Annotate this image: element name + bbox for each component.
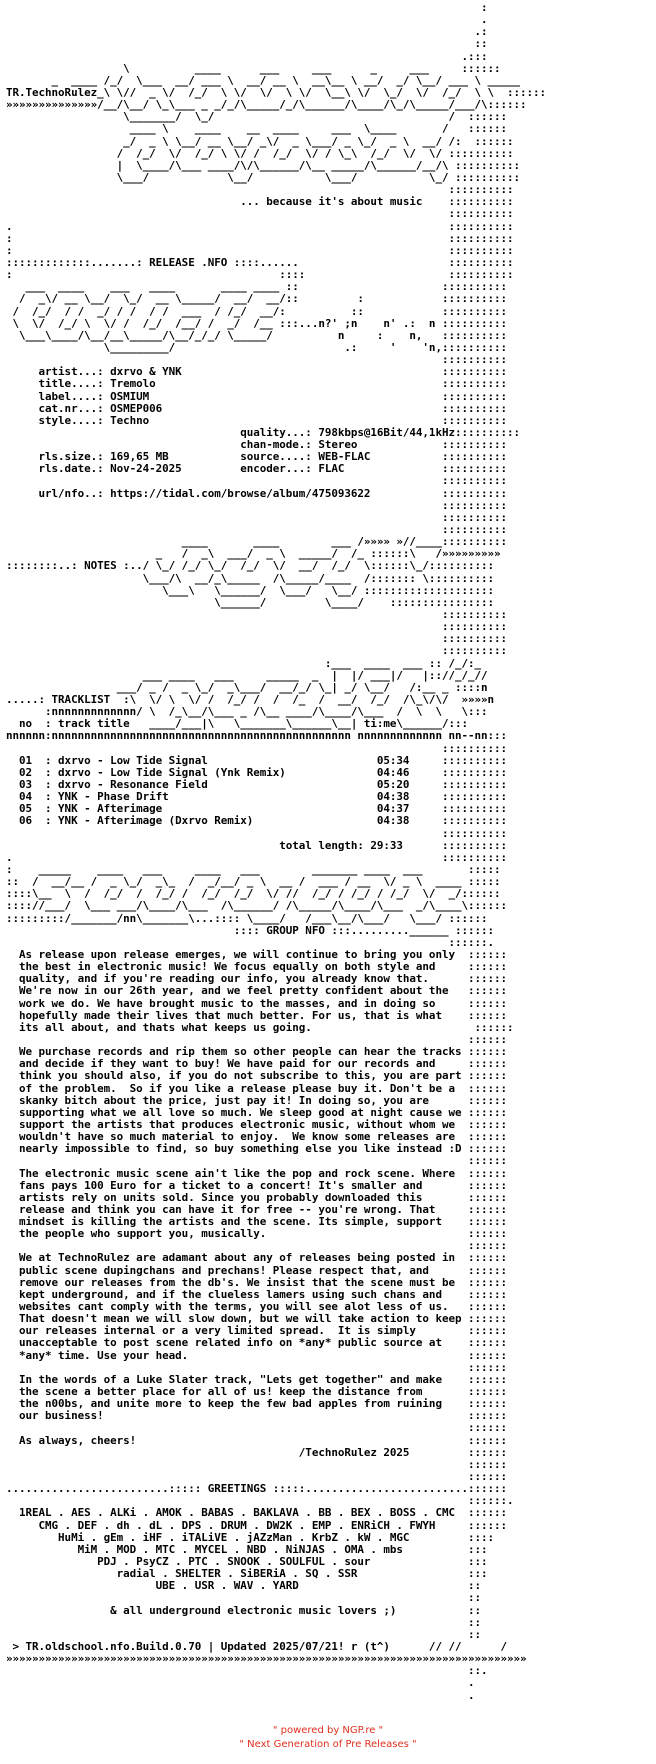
nfo-line: label....: OSMIUM :::::::::: (6, 389, 508, 403)
nfo-line: :::::: (6, 1032, 508, 1046)
nfo-line: release and think you can have it for free -- you're wrong. That :::::: (6, 1202, 508, 1216)
nfo-line: \_______/ \_/ / :::::: (6, 110, 508, 124)
nfo-line: _ ____ /_/ \___ __/ ___ \ __/ __ \ __\__ \ __/ _/ \__/ ___ \ _____ (6, 73, 521, 87)
nfo-line: :: (6, 1627, 481, 1641)
nfo-line: :::::::::: (6, 644, 508, 658)
nfo-line: TR.TechnoRulez_\ \// _ \/ /_/ \ \/ \/ \ \/ \__\ \/ \_/ \/ /_/ \ \ :::::: (6, 85, 547, 99)
nfo-line: :::::::::: (6, 498, 508, 512)
nfo-line: :::::::::: (6, 608, 508, 622)
nfo-line: > TR.oldschool.nfo.Build.0.70 | Updated 2025/07/21! r (t^) // // / (6, 1639, 508, 1653)
nfo-line: think you should also, if you do not subscribe to this, you are part :::::: (6, 1069, 508, 1083)
nfo-line: ::::::. (6, 935, 495, 949)
nfo-line: \___/ \__/ \___/ \_/ :::::::::: (6, 170, 521, 184)
nfo-line: :: (6, 1615, 481, 1629)
nfo-line: unacceptable to post scene related info on *any* public source at :::::: (6, 1336, 508, 1350)
nfo-line: .........................::::: GREETINGS :::::.........................:::::: (6, 1482, 508, 1496)
nfo-line: ... because it's about music :::::::::: (6, 195, 514, 209)
nfo-line: 05 : YNK - Afterimage 04:37 :::::::::: (6, 802, 508, 816)
nfo-line: wouldn't have so much material to enjoy. We know some releases are :::::: (6, 1130, 508, 1144)
nfo-line: quality...: 798kbps@16Bit/44,1kHz:::::::::: (6, 425, 521, 439)
nfo-line: / /_/ \/ /_/ \ \/ / /_/ \/ / \_\ /_/ \/ \/ :::::::::: (6, 146, 514, 160)
nfo-line: ::::::::..: NOTES :../ \_/ /_/ \_/ /_/ \/ __/ /_/ \::::::\_/:::::::::: (6, 559, 495, 573)
nfo-line: work we do. We have brought music to the masses, and in doing so :::::: (6, 996, 508, 1010)
nfo-line: rls.date.: Nov-24-2025 encoder...: FLAC :::::::::: (6, 462, 508, 476)
nfo-line: rls.size.: 169,65 MB source....: WEB-FLAC :::::::::: (6, 450, 508, 464)
nfo-line: ___ ____ ___ ____ ____ ____ :: :::::::::: (6, 280, 508, 294)
nfo-line: supporting what we all love so much. We sleep good at night cause we :::::: (6, 1105, 508, 1119)
nfo-line: \ ____ ___ ___ _ ___ :::::: (6, 61, 501, 75)
nfo-line: websites cant comply with the terms, you will see alot less of us. :::::: (6, 1300, 508, 1314)
nfo-line: :::::::::: (6, 523, 508, 537)
nfo-line: \___/\ __/_\_____ /\_____/____ /::::::: \:::::::::: (6, 571, 495, 585)
nfo-line: 02 : dxrvo - Low Tide Signal (Ynk Remix) 04:46 :::::::::: (6, 765, 508, 779)
nfo-line: fans pays 100 Euro for a ticket to a concert! It's smaller and :::::: (6, 1178, 508, 1192)
nfo-line: total length: 29:33 :::::::::: (6, 838, 508, 852)
nfo-line: ::::::. (6, 1494, 514, 1508)
nfo-line: :::::::::/_______/nn\_______\...:::: \____/ /___\__/\___/ \___/ :::::: (6, 911, 488, 925)
nfo-line: ____ ____ ___ /»»»» »//____:::::::::: (6, 535, 508, 549)
nfo-line: We're now in our 26th year, and we feel pretty confident about the :::::: (6, 984, 508, 998)
nfo-line: The electronic music scene ain't like the pop and rock scene. Where :::::: (6, 1166, 508, 1180)
nfo-line: :::::::::::::.......: RELEASE .NFO ::::...... :::::::::: (6, 255, 514, 269)
nfo-line: We purchase records and rip them so other people can hear the tracks :::::: (6, 1045, 508, 1059)
nfo-line: quality, and if you're reading our info, you already know that. :::::: (6, 972, 508, 986)
nfo-line: :::::::::: (6, 826, 508, 840)
nfo-line: :::::::::: (6, 474, 508, 488)
nfo-line: :::::::::: (6, 353, 508, 367)
nfo-line: UBE . USR . WAV . YARD :: (6, 1579, 481, 1593)
nfo-line: . (6, 1676, 475, 1690)
nfo-line: :: (6, 37, 488, 51)
nfo-line: :::::: (6, 1239, 508, 1253)
nfo-line: the people who support you, musically. :::::: (6, 1227, 508, 1241)
nfo-line: : :::::::::: (6, 231, 514, 245)
nfo-line: In the words of a Luke Slater track, "Lets get together" and make :::::: (6, 1372, 508, 1386)
nfo-line: hopefully made their lives that much better. For us, that is what :::::: (6, 1008, 508, 1022)
nfo-line: :::::: (6, 1457, 508, 1471)
nfo-line: »»»»»»»»»»»»»»/__/\__/ \_\___ _ _/_/\_____/_/\______/\____/\_/\_____/___/\:::::: (6, 98, 527, 112)
nfo-line: \______/ \____/ :::::::::::::::: (6, 595, 495, 609)
nfo-line: kept underground, and if the clueless lamers using such chans and :::::: (6, 1287, 508, 1301)
nfo-line: :::::::::: (6, 741, 508, 755)
nfo-line: »»»»»»»»»»»»»»»»»»»»»»»»»»»»»»»»»»»»»»»»»»»»»»»»»»»»»»»»»»»»»»»»»»»»»»»»»»»»»»»» (6, 1652, 527, 1666)
nfo-line: 04 : YNK - Phase Drift 04:38 :::::::::: (6, 790, 508, 804)
footer-tagline: " Next Generation of Pre Releases " (239, 1739, 417, 1750)
nfo-line: ____ \ ____ __ ____ ___ \____ / :::::: (6, 122, 508, 136)
nfo-line: :::::: (6, 1470, 508, 1484)
nfo-line: :: (6, 1591, 481, 1605)
nfo-line: HuMi . gEm . iHF . iTALiVE . jAZzMan . KrbZ . kW . MGC :::: (6, 1530, 495, 1544)
nfo-line: ::::\__ \ / /_/ / /_/ / /_/ /_/ \/ // /_/ / /_/ / /_/ \/ _/:::::: (6, 887, 501, 901)
nfo-line: 1REAL . AES . ALKi . AMOK . BABAS . BAKLAVA . BB . BEX . BOSS . CMC :::::: (6, 1506, 508, 1520)
nfo-line: . (6, 13, 488, 27)
nfo-line: mindset is killing the artists and the scene. Its simple, support :::::: (6, 1215, 508, 1229)
nfo-line: . (6, 1688, 475, 1702)
nfo-line: :___ ____ ___ :: /_/:_ (6, 656, 481, 670)
nfo-line: | \____/\___ ____/\/\______/\__ _____/\______/__/\ :::::::::: (6, 158, 521, 172)
nfo-line: / _\/ __ \__/ \_/ __ \_____/ __/ __/:: : :::::::::: (6, 292, 508, 306)
nfo-line: public scene dupingchans and prechans! Please respect that, and :::::: (6, 1263, 508, 1277)
nfo-line: _ / _\ ___/ _ \ _____/ /_ ::::::\ /»»»»»»»»» (6, 547, 501, 561)
nfo-line: .: (6, 25, 488, 39)
nfo-line: its all about, and thats what keeps us going. :::::: (6, 1020, 514, 1034)
nfo-line: :::::::::: (6, 632, 508, 646)
nfo-line: / /_/ / / _/ / / / / ___ / /_/ __/: :: :::::::::: (6, 304, 508, 318)
nfo-line: url/nfo..: https://tidal.com/browse/album/475093622 :::::::::: (6, 486, 508, 500)
nfo-line: MiM . MOD . MTC . MYCEL . NBD . NiNJAS . OMA . mbs ::: (6, 1542, 488, 1556)
nfo-line: artist...: dxrvo & YNK :::::::::: (6, 365, 508, 379)
nfo-line: & all underground electronic music lovers ;) :: (6, 1603, 481, 1617)
nfo-line: :::::::::: (6, 207, 514, 221)
nfo-line: :nnnnnnnnnnnnn/ \ /_\__/\___ _ /\__ ____/\____/\___ / \ \ \::: (6, 705, 488, 719)
nfo-line: \___\ \______/ \___/ \__/ :::::::::::::::::::: (6, 583, 495, 597)
nfo-line: support the artists that produces electronic music, without whom we :::::: (6, 1117, 508, 1131)
nfo-line: remove our releases from the db's. We insist that the scene must be :::::: (6, 1275, 508, 1289)
nfo-line: .::: (6, 49, 488, 63)
nfo-line: /TechnoRulez 2025 :::::: (6, 1445, 508, 1459)
nfo-line: nnnnnn:nnnnnnnnnnnnnnnnnnnnnnnnnnnnnnnnnnnnnnnnnnnnnn nnnnnnnnnnnnn nn--nn::: (6, 729, 508, 743)
nfo-line: artists rely on units sold. Since you probably downloaded this :::::: (6, 1190, 508, 1204)
nfo-line: .....: TRACKLIST :\ \/ \ \/ / /_/ / / /_ / __/ /_/ /\_\/\/ »»»»n (6, 693, 495, 707)
nfo-line: ::. (6, 1664, 488, 1678)
nfo-line: the best in electronic music! We focus equally on both style and :::::: (6, 960, 508, 974)
nfo-line: : (6, 2, 488, 14)
nfo-line: CMG . DEF . dh . dL . DPS . DRUM . DW2K . EMP . ENRiCH . FWYH :::::: (6, 1518, 508, 1532)
nfo-line: :::://___/ \___ ___/\____/\___ /\______/ /\_____/\____/\___ _/\____\:::::: (6, 899, 508, 913)
nfo-line: \___\____/\__/__\_____/\__/_/_/ \_____/ n : n, :::::::::: (6, 328, 508, 342)
nfo-line: As release upon release emerges, we will continue to bring you only :::::: (6, 947, 508, 961)
nfo-line: : :::::::::: (6, 243, 514, 257)
nfo-line: : _____ ____ ___ ____ ___ _______ ____ ___ ::::: (6, 862, 501, 876)
nfo-line: cat.nr...: OSMEP006 :::::::::: (6, 401, 508, 415)
nfo-line: :: / __/__ / _ \_/ _\_ / _/__/ _ \ __ / ___ / __ \/ _ \ ____ ::::: (6, 875, 501, 889)
nfo-line: . :::::::::: (6, 850, 508, 864)
nfo-line: 06 : YNK - Afterimage (Dxrvo Remix) 04:38 :::::::::: (6, 814, 508, 828)
nfo-line: of the problem. So if you like a release please buy it. Don't be a :::::: (6, 1081, 508, 1095)
nfo-line: no : track title ____/___|\ \_______\______\__| ti:me\______/::: (6, 717, 468, 731)
footer-powered-by: " powered by NGP.re " (272, 1725, 384, 1736)
nfo-line: :::::::::: (6, 183, 514, 197)
nfo-line: skanky bitch about the price, just pay it! In doing so, you are :::::: (6, 1093, 508, 1107)
nfo-line: :::::::::: (6, 510, 508, 524)
nfo-line: the scene a better place for all of us! keep the distance from :::::: (6, 1385, 508, 1399)
nfo-line: the n00bs, and unite more to keep the few bad apples from ruining :::::: (6, 1397, 508, 1411)
nfo-line: radial . SHELTER . SiBERiA . SQ . SSR ::: (6, 1567, 488, 1581)
nfo-line: nearly impossible to find, so buy something else you like instead :D :::::: (6, 1142, 508, 1156)
nfo-line: our business! :::::: (6, 1409, 508, 1423)
nfo-document (6, 2, 656, 1702)
nfo-line: :::::: (6, 1421, 508, 1435)
nfo-line: PDJ . PsyCZ . PTC . SNOOK . SOULFUL . sour ::: (6, 1555, 488, 1568)
nfo-line: :::::::::: (6, 620, 508, 634)
nfo-line: . :::::::::: (6, 219, 514, 233)
nfo-line: :::::: (6, 1360, 508, 1374)
nfo-line: As always, cheers! :::::: (6, 1433, 508, 1447)
nfo-line: title....: Tremolo :::::::::: (6, 377, 508, 391)
nfo-line: *any* time. Use your head. :::::: (6, 1348, 508, 1362)
nfo-line: our releases internal or a very limited spread. It is simply :::::: (6, 1324, 508, 1338)
nfo-line: : :::: :::::::::: (6, 268, 514, 282)
nfo-line: \_________/ .: ' 'n,:::::::::: (6, 340, 508, 354)
nfo-line: :::: GROUP NFO :::.........______ :::::: (6, 923, 495, 937)
nfo-line: 01 : dxrvo - Low Tide Signal 05:34 :::::::::: (6, 753, 508, 767)
nfo-line: ___ ____ ___ _____ _ | |/ ___|/ |:://_/_// (6, 668, 488, 682)
nfo-line: chan-mode.: Stereo :::::::::: (6, 438, 508, 452)
nfo-line: :::::: (6, 1154, 508, 1168)
nfo-line: style....: Techno :::::::::: (6, 413, 508, 427)
nfo-line: ___/ _ / _ \_/ _\___/ __/_/ \_| _/ \__/ /:__ _ ::::n (6, 680, 488, 694)
nfo-line: We at TechnoRulez are adamant about any of releases being posted in :::::: (6, 1251, 508, 1265)
nfo-line: 03 : dxrvo - Resonance Field 05:20 :::::::::: (6, 778, 508, 791)
nfo-line: _/ _ \ \__/ __ \__/ _\/ _ \___/ _ \_/ _ \ __/ /: :::::: (6, 134, 514, 148)
nfo-line: \ \/ /_/ \ \/ / /_/ /__/ / _/ /__ :::...n?' ;n n' .: n :::::::::: (6, 316, 508, 330)
nfo-line: That doesn't mean we will slow down, but we will take action to keep :::::: (6, 1312, 508, 1326)
nfo-line: and decide if they want to buy! We have paid for our records and :::::: (6, 1057, 508, 1071)
